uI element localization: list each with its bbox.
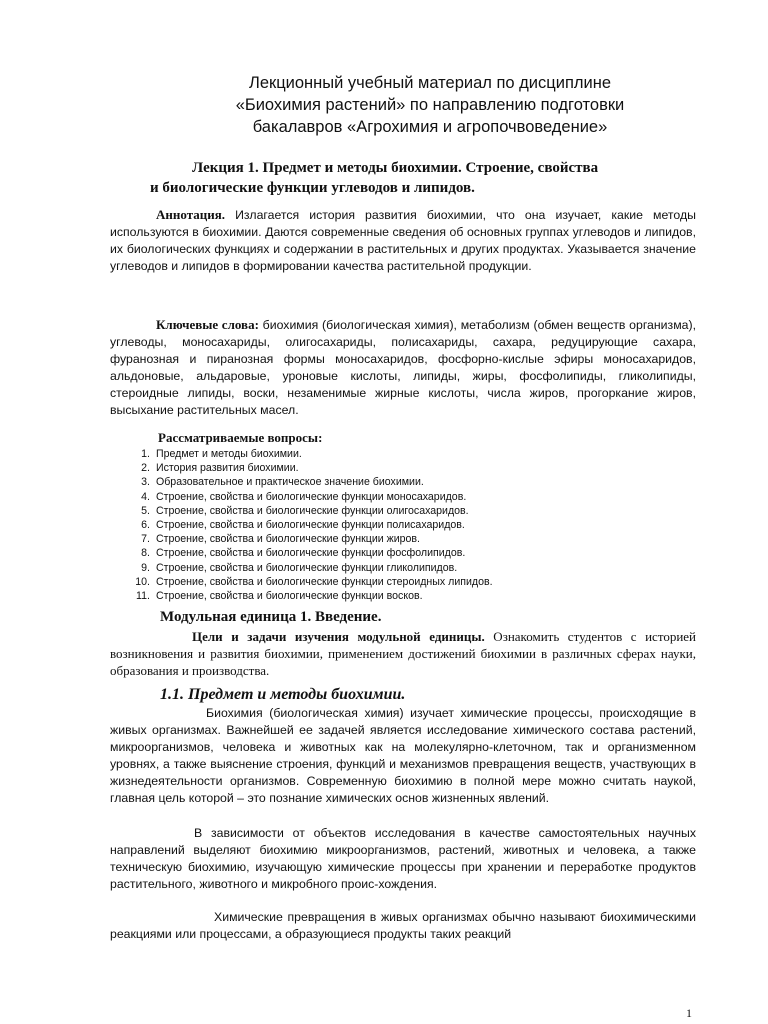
title-line-3: бакалавров «Агрохимия и агропочвоведение»	[252, 118, 608, 136]
list-item: 2. История развития биохимии.	[141, 462, 299, 475]
module-goals-paragraph	[110, 628, 696, 680]
section-paragraph-3: Химические превращения в живых организмах обычно называют биохимическими реакциями или процессами, а образующиеся продукты таких реакций	[110, 910, 696, 941]
module-goals-text: Ознакомить студентов с историей возникновения и развития биохимии, применением достижений биохимии в различных сферах науки, образования и производства.	[110, 629, 697, 679]
list-item: 1. Предмет и методы биохимии.	[141, 448, 302, 460]
page-number: 1	[686, 1006, 692, 1020]
list-item: 4. Строение, свойства и биологические функции моносахаридов.	[141, 490, 467, 503]
annotation-text: Излагается история развития биохимии, что она изучает, какие методы используются в биохимии. Даются современные сведения об основных группах углеводов и липидов, их биологических функциях и содержании в растительных и других продуктах. Указывается значение углеводов и липидов в формировании качества растительной продукции.	[110, 208, 696, 273]
module-goals-label: Цели и задачи изучения модульной единицы.	[192, 629, 485, 644]
document-title	[110, 72, 750, 138]
module-heading: Модульная единица 1. Введение.	[160, 609, 382, 625]
annotation-label: Аннотация.	[156, 207, 226, 222]
list-item: 7. Строение, свойства и биологические функции жиров.	[141, 533, 420, 546]
lecture-heading	[150, 158, 690, 198]
list-item: 5. Строение, свойства и биологические функции олигосахаридов.	[141, 504, 469, 517]
keywords-paragraph	[110, 316, 696, 419]
list-item: 8. Строение, свойства и биологические функции фосфолипидов.	[141, 547, 466, 560]
annotation-paragraph	[110, 206, 696, 275]
list-item: 10. Строение, свойства и биологические функции стероидных липидов.	[135, 575, 493, 588]
list-item: 9. Строение, свойства и биологические функции гликолипидов.	[141, 561, 458, 574]
list-item: 3. Образовательное и практическое значение биохимии.	[141, 476, 424, 489]
section-paragraph-2: В зависимости от объектов исследования в качестве самостоятельных научных направлений выделяют биохимию микроорганизмов, растений, животных и человека, а также техническую биохимию, изучающую химические процессы при хранении и переработке продуктов растительного, животного и микробного проис-хождения.	[110, 826, 696, 891]
lecture-heading-line-1: Лекция 1. Предмет и методы биохимии. Строение, свойства	[192, 160, 599, 176]
lecture-heading-line-2: и биологические функции углеводов и липидов.	[150, 180, 475, 196]
keywords-label: Ключевые слова:	[156, 317, 259, 332]
keywords-text: биохимия (биологическая химия), метаболизм (обмен веществ организма), углеводы, моносахариды, олигосахариды, полисахариды, сахара, редуцирующие сахара, фуранозная и пиранозная формы моносахаридов, фосфорно-кислые эфиры моносахаридов, альдоновые, альдаровые, уроновые кислоты, липиды, жиры, фосфолипиды, гликолипиды, стероидные липиды, воски, незаменимые жирные кислоты, числа жиров, прогоркание жиров, высыхание растительных масел.	[110, 318, 696, 417]
section-paragraph-1: Биохимия (биологическая химия) изучает химические процессы, происходящие в живых организмах. Важнейшей ее задачей является исследование химического состава растений, микроорганизмов, человека и животных как на молекулярно-клеточном, так и организменном уровнях, а также выяснение строения, функций и механизмов превращения веществ, участвующих в жизнедеятельности организмов. Современную биохимию в полной мере можно считать наукой, главная цель которой – это познание химических основ жизненных явлений.	[110, 706, 696, 805]
questions-list	[128, 447, 688, 603]
section-heading: 1.1. Предмет и методы биохимии.	[160, 686, 406, 703]
title-line-1: Лекционный учебный материал по дисциплине	[248, 74, 612, 92]
questions-heading: Рассматриваемые вопросы:	[158, 430, 323, 445]
title-line-2: «Биохимия растений» по направлению подготовки	[235, 96, 625, 114]
list-item: 6. Строение, свойства и биологические функции полисахаридов.	[141, 519, 465, 532]
list-item: 11. Строение, свойства и биологические функции восков.	[136, 590, 423, 603]
